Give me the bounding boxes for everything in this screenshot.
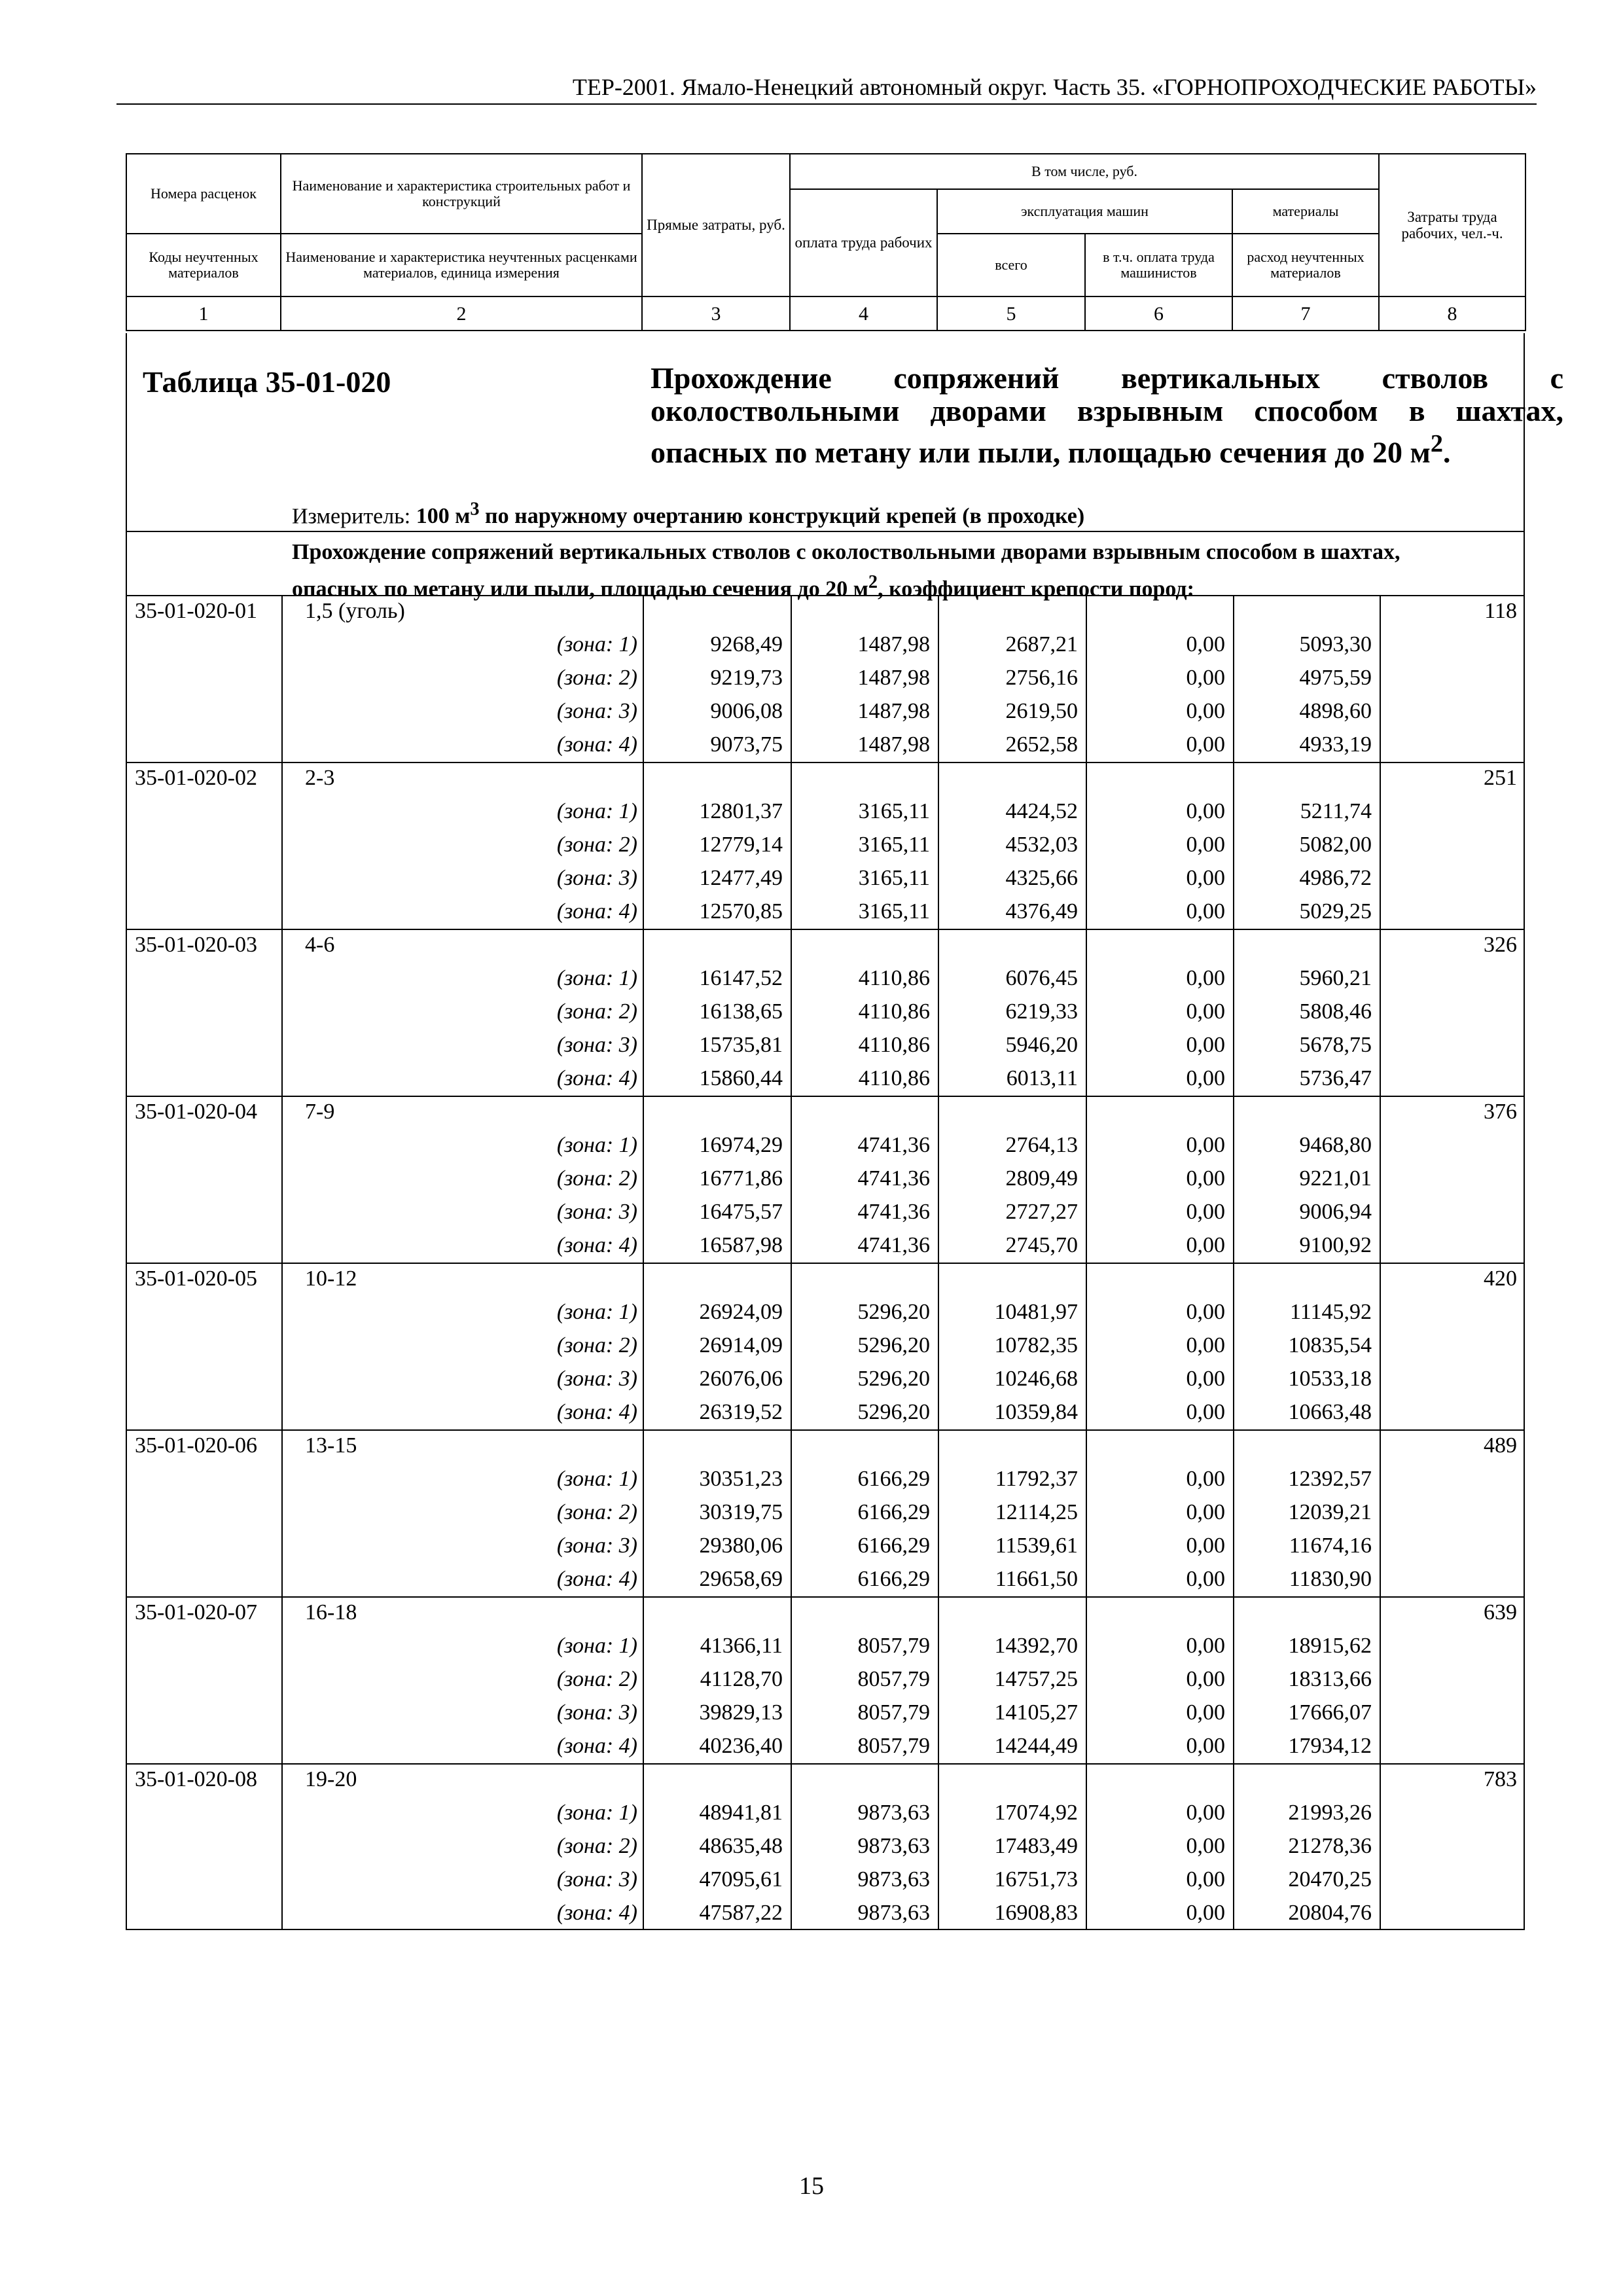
- machines-total-value: 4325,66: [1005, 866, 1078, 890]
- direct-cost-value: 12477,49: [699, 866, 783, 890]
- materials-value: 4933,19: [1299, 732, 1372, 757]
- zone-label: (зона: 2): [556, 1667, 637, 1691]
- machines-labor-value: 0,00: [1186, 1467, 1225, 1491]
- col-number: 8: [1379, 296, 1525, 331]
- col-number: 1: [126, 296, 281, 331]
- header-names-top: Наименование и характеристика строительных работ и конструкций: [281, 154, 642, 234]
- machines-total-value: 4532,03: [1005, 833, 1078, 857]
- machines-total-value: 10359,84: [994, 1400, 1078, 1424]
- zone-label: (зона: 4): [556, 1233, 637, 1257]
- machines-total-value: 4376,49: [1005, 899, 1078, 924]
- machines-total-value: 5946,20: [1005, 1033, 1078, 1057]
- header-machines-total: всего: [937, 234, 1085, 296]
- machines-labor-value: 0,00: [1186, 833, 1225, 857]
- materials-value: 21278,36: [1288, 1834, 1372, 1858]
- labor-pay-value: 6166,29: [857, 1467, 930, 1491]
- section-title: Прохождение сопряжений вертикальных стволов с околоствольными дворами взрывным способом в шахтах, опасных по метану или пыли, площадью сечения до 20 $м^2$, коэффициент крепости пород:: [292, 540, 1400, 601]
- machines-labor-value: 0,00: [1186, 799, 1225, 823]
- direct-cost-value: 16147,52: [699, 966, 783, 990]
- machines-total-value: 16751,73: [994, 1867, 1078, 1892]
- labor-pay-value: 3165,11: [858, 899, 930, 924]
- machines-labor-value: 0,00: [1186, 632, 1225, 656]
- materials-value: 9100,92: [1299, 1233, 1372, 1257]
- page-number: 15: [799, 2172, 824, 2200]
- machines-total-value: 2652,58: [1005, 732, 1078, 757]
- zone-label: (зона: 1): [556, 632, 637, 656]
- materials-value: 11674,16: [1289, 1534, 1372, 1558]
- zone-label: (зона: 1): [556, 1801, 637, 1825]
- group-divider: [127, 929, 1524, 930]
- labor-pay-value: 3165,11: [858, 833, 930, 857]
- header-including: В том числе, руб.: [790, 154, 1379, 189]
- rate-code: 35-01-020-01: [135, 599, 257, 623]
- zone-label: (зона: 3): [556, 1700, 637, 1725]
- labor-cost-value: 376: [1484, 1100, 1517, 1124]
- labor-pay-value: 4741,36: [857, 1166, 930, 1191]
- zone-label: (зона: 3): [556, 866, 637, 890]
- machines-total-value: 14244,49: [994, 1734, 1078, 1758]
- machines-labor-value: 0,00: [1186, 1333, 1225, 1357]
- machines-labor-value: 0,00: [1186, 1667, 1225, 1691]
- labor-cost-value: 783: [1484, 1767, 1517, 1791]
- machines-total-value: 11539,61: [995, 1534, 1078, 1558]
- direct-cost-value: 30319,75: [699, 1500, 783, 1524]
- direct-cost-value: 30351,23: [699, 1467, 783, 1491]
- machines-total-value: 17483,49: [994, 1834, 1078, 1858]
- materials-value: 17934,12: [1288, 1734, 1372, 1758]
- materials-value: 5093,30: [1299, 632, 1372, 656]
- materials-value: 20804,76: [1288, 1901, 1372, 1925]
- labor-cost-value: 118: [1484, 599, 1517, 623]
- zone-label: (зона: 3): [556, 1033, 637, 1057]
- group-divider: [127, 762, 1524, 763]
- labor-pay-value: 9873,63: [857, 1901, 930, 1925]
- labor-pay-value: 3165,11: [858, 866, 930, 890]
- labor-pay-value: 4741,36: [857, 1133, 930, 1157]
- zone-label: (зона: 3): [556, 1367, 637, 1391]
- materials-value: 5029,25: [1299, 899, 1372, 924]
- materials-value: 18915,62: [1288, 1634, 1372, 1658]
- machines-labor-value: 0,00: [1186, 1567, 1225, 1591]
- zone-label: (зона: 2): [556, 1834, 637, 1858]
- direct-cost-value: 48635,48: [699, 1834, 783, 1858]
- labor-pay-value: 4741,36: [857, 1200, 930, 1224]
- direct-cost-value: 26319,52: [699, 1400, 783, 1424]
- machines-total-value: 10782,35: [994, 1333, 1078, 1357]
- zone-label: (зона: 4): [556, 1567, 637, 1591]
- header-rule: [116, 103, 1537, 105]
- labor-cost-value: 251: [1484, 766, 1517, 790]
- machines-labor-value: 0,00: [1186, 1801, 1225, 1825]
- direct-cost-value: 26914,09: [699, 1333, 783, 1357]
- materials-value: 4975,59: [1299, 666, 1372, 690]
- direct-cost-value: 26924,09: [699, 1300, 783, 1324]
- labor-pay-value: 1487,98: [857, 632, 930, 656]
- direct-cost-value: 15860,44: [699, 1066, 783, 1090]
- machines-total-value: 14105,27: [994, 1700, 1078, 1725]
- machines-labor-value: 0,00: [1186, 1400, 1225, 1424]
- labor-pay-value: 3165,11: [858, 799, 930, 823]
- labor-cost-value: 420: [1484, 1266, 1517, 1291]
- materials-value: 10533,18: [1288, 1367, 1372, 1391]
- zone-label: (зона: 3): [556, 1867, 637, 1892]
- labor-pay-value: 9873,63: [857, 1867, 930, 1892]
- table-body: [126, 333, 1563, 1930]
- materials-value: 4898,60: [1299, 699, 1372, 723]
- direct-cost-value: 40236,40: [699, 1734, 783, 1758]
- labor-pay-value: 6166,29: [857, 1534, 930, 1558]
- header-labor-pay: оплата труда рабочих: [790, 189, 937, 296]
- header-direct-costs: Прямые затраты, руб.: [642, 154, 790, 296]
- zone-label: (зона: 4): [556, 1066, 637, 1090]
- header-machines: эксплуатация машин: [937, 189, 1232, 234]
- machines-total-value: 17074,92: [994, 1801, 1078, 1825]
- zone-label: (зона: 2): [556, 666, 637, 690]
- labor-pay-value: 4741,36: [857, 1233, 930, 1257]
- machines-total-value: 16908,83: [994, 1901, 1078, 1925]
- materials-value: 4986,72: [1299, 866, 1372, 890]
- labor-cost-value: 639: [1484, 1600, 1517, 1624]
- rock-hardness: 4-6: [305, 933, 335, 957]
- divider: [127, 531, 1524, 532]
- zone-label: (зона: 4): [556, 1734, 637, 1758]
- direct-cost-value: 16771,86: [699, 1166, 783, 1191]
- rate-code: 35-01-020-02: [135, 766, 257, 790]
- header-labor-cost: Затраты труда рабочих, чел.-ч.: [1379, 154, 1525, 296]
- rock-hardness: 19-20: [305, 1767, 357, 1791]
- zone-label: (зона: 1): [556, 1133, 637, 1157]
- machines-labor-value: 0,00: [1186, 1133, 1225, 1157]
- zone-label: (зона: 4): [556, 899, 637, 924]
- materials-value: 5211,74: [1300, 799, 1372, 823]
- zone-label: (зона: 1): [556, 1634, 637, 1658]
- machines-labor-value: 0,00: [1186, 666, 1225, 690]
- rock-hardness: 2-3: [305, 766, 335, 790]
- machines-labor-value: 0,00: [1186, 1734, 1225, 1758]
- machines-total-value: 2727,27: [1005, 1200, 1078, 1224]
- direct-cost-value: 9073,75: [710, 732, 783, 757]
- labor-pay-value: 9873,63: [857, 1801, 930, 1825]
- zone-label: (зона: 1): [556, 1300, 637, 1324]
- labor-pay-value: 8057,79: [857, 1700, 930, 1725]
- zone-label: (зона: 4): [556, 732, 637, 757]
- direct-cost-value: 9006,08: [710, 699, 783, 723]
- materials-value: 17666,07: [1288, 1700, 1372, 1725]
- direct-cost-value: 16475,57: [699, 1200, 783, 1224]
- col-number: 5: [937, 296, 1085, 331]
- machines-labor-value: 0,00: [1186, 1033, 1225, 1057]
- col-number: 6: [1085, 296, 1232, 331]
- materials-value: 5960,21: [1299, 966, 1372, 990]
- machines-total-value: 2764,13: [1005, 1133, 1078, 1157]
- machines-labor-value: 0,00: [1186, 899, 1225, 924]
- direct-cost-value: 16587,98: [699, 1233, 783, 1257]
- materials-value: 5082,00: [1299, 833, 1372, 857]
- labor-pay-value: 1487,98: [857, 699, 930, 723]
- materials-value: 5678,75: [1299, 1033, 1372, 1057]
- labor-pay-value: 6166,29: [857, 1567, 930, 1591]
- rate-code: 35-01-020-07: [135, 1600, 257, 1624]
- col-number: 2: [281, 296, 642, 331]
- labor-pay-value: 5296,20: [857, 1400, 930, 1424]
- direct-cost-value: 47587,22: [699, 1901, 783, 1925]
- zone-label: (зона: 1): [556, 1467, 637, 1491]
- labor-pay-value: 4110,86: [858, 999, 930, 1024]
- zone-label: (зона: 1): [556, 966, 637, 990]
- rate-code: 35-01-020-03: [135, 933, 257, 957]
- machines-total-value: 11792,37: [995, 1467, 1078, 1491]
- rock-hardness: 16-18: [305, 1600, 357, 1624]
- machines-labor-value: 0,00: [1186, 1300, 1225, 1324]
- zone-label: (зона: 2): [556, 1166, 637, 1191]
- labor-pay-value: 1487,98: [857, 666, 930, 690]
- machines-total-value: 4424,52: [1005, 799, 1078, 823]
- materials-value: 11145,92: [1290, 1300, 1372, 1324]
- labor-pay-value: 4110,86: [858, 1033, 930, 1057]
- direct-cost-value: 9268,49: [710, 632, 783, 656]
- materials-value: 5808,46: [1299, 999, 1372, 1024]
- rock-hardness: 7-9: [305, 1100, 335, 1124]
- labor-pay-value: 8057,79: [857, 1667, 930, 1691]
- header-machines-labor: в т.ч. оплата труда машинистов: [1085, 234, 1232, 296]
- rock-hardness: 1,5 (уголь): [305, 599, 405, 623]
- machines-total-value: 2687,21: [1005, 632, 1078, 656]
- header-codes-top: Номера расценок: [126, 154, 281, 234]
- direct-cost-value: 26076,06: [699, 1367, 783, 1391]
- machines-labor-value: 0,00: [1186, 699, 1225, 723]
- labor-pay-value: 5296,20: [857, 1300, 930, 1324]
- direct-cost-value: 12570,85: [699, 899, 783, 924]
- machines-labor-value: 0,00: [1186, 1534, 1225, 1558]
- labor-pay-value: 1487,98: [857, 732, 930, 757]
- header-materials-unaccounted: расход неучтенных материалов: [1232, 234, 1379, 296]
- col-number: 3: [642, 296, 790, 331]
- machines-total-value: 2619,50: [1005, 699, 1078, 723]
- machines-labor-value: 0,00: [1186, 1233, 1225, 1257]
- machines-labor-value: 0,00: [1186, 866, 1225, 890]
- materials-value: 10663,48: [1288, 1400, 1372, 1424]
- direct-cost-value: 48941,81: [699, 1801, 783, 1825]
- direct-cost-value: 39829,13: [699, 1700, 783, 1725]
- labor-pay-value: 5296,20: [857, 1367, 930, 1391]
- machines-labor-value: 0,00: [1186, 1901, 1225, 1925]
- machines-labor-value: 0,00: [1186, 1200, 1225, 1224]
- direct-cost-value: 16974,29: [699, 1133, 783, 1157]
- machines-labor-value: 0,00: [1186, 999, 1225, 1024]
- machines-total-value: 10481,97: [994, 1300, 1078, 1324]
- col-number: 7: [1232, 296, 1379, 331]
- labor-pay-value: 4110,86: [858, 1066, 930, 1090]
- machines-total-value: 14392,70: [994, 1634, 1078, 1658]
- rate-code: 35-01-020-06: [135, 1433, 257, 1458]
- zone-label: (зона: 3): [556, 1200, 637, 1224]
- direct-cost-value: 47095,61: [699, 1867, 783, 1892]
- machines-labor-value: 0,00: [1186, 1166, 1225, 1191]
- direct-cost-value: 29658,69: [699, 1567, 783, 1591]
- materials-value: 9006,94: [1299, 1200, 1372, 1224]
- machines-total-value: 6219,33: [1005, 999, 1078, 1024]
- zone-label: (зона: 4): [556, 1400, 637, 1424]
- machines-total-value: 2756,16: [1005, 666, 1078, 690]
- zone-label: (зона: 2): [556, 1333, 637, 1357]
- labor-cost-value: 326: [1484, 933, 1517, 957]
- machines-total-value: 6013,11: [1006, 1066, 1078, 1090]
- materials-value: 12039,21: [1288, 1500, 1372, 1524]
- machines-total-value: 6076,45: [1005, 966, 1078, 990]
- header-codes-bottom: Коды неучтенных материалов: [126, 234, 281, 296]
- rate-code: 35-01-020-08: [135, 1767, 257, 1791]
- labor-pay-value: 8057,79: [857, 1734, 930, 1758]
- zone-label: (зона: 2): [556, 1500, 637, 1524]
- zone-label: (зона: 2): [556, 999, 637, 1024]
- zone-label: (зона: 4): [556, 1901, 637, 1925]
- materials-value: 9221,01: [1299, 1166, 1372, 1191]
- materials-value: 20470,25: [1288, 1867, 1372, 1892]
- table-number: Таблица 35-01-020: [143, 365, 391, 399]
- col-number: 4: [790, 296, 937, 331]
- materials-value: 18313,66: [1288, 1667, 1372, 1691]
- zone-label: (зона: 3): [556, 1534, 637, 1558]
- direct-cost-value: 29380,06: [699, 1534, 783, 1558]
- rate-code: 35-01-020-05: [135, 1266, 257, 1291]
- machines-labor-value: 0,00: [1186, 732, 1225, 757]
- materials-value: 11830,90: [1289, 1567, 1372, 1591]
- measure-unit: Измеритель: 100 $м^3$ по наружному очертанию конструкций крепей (в проходке): [292, 499, 1085, 529]
- header-materials: материалы: [1232, 189, 1379, 234]
- materials-value: 10835,54: [1288, 1333, 1372, 1357]
- group-divider: [127, 1096, 1524, 1097]
- labor-pay-value: 6166,29: [857, 1500, 930, 1524]
- machines-labor-value: 0,00: [1186, 1867, 1225, 1892]
- materials-value: 12392,57: [1288, 1467, 1372, 1491]
- materials-value: 9468,80: [1299, 1133, 1372, 1157]
- labor-pay-value: 8057,79: [857, 1634, 930, 1658]
- machines-labor-value: 0,00: [1186, 1700, 1225, 1725]
- direct-cost-value: 41366,11: [700, 1634, 783, 1658]
- direct-cost-value: 41128,70: [700, 1667, 783, 1691]
- header-names-bottom: Наименование и характеристика неучтенных расценками материалов, единица измерения: [281, 234, 642, 296]
- machines-total-value: 2809,49: [1005, 1166, 1078, 1191]
- machines-labor-value: 0,00: [1186, 1500, 1225, 1524]
- rock-hardness: 13-15: [305, 1433, 357, 1458]
- machines-total-value: 2745,70: [1005, 1233, 1078, 1257]
- machines-total-value: 14757,25: [994, 1667, 1078, 1691]
- labor-pay-value: 5296,20: [857, 1333, 930, 1357]
- labor-pay-value: 4110,86: [858, 966, 930, 990]
- machines-total-value: 11661,50: [995, 1567, 1078, 1591]
- machines-total-value: 12114,25: [995, 1500, 1078, 1524]
- materials-value: 5736,47: [1299, 1066, 1372, 1090]
- column-header-table: [126, 153, 1526, 331]
- rate-code: 35-01-020-04: [135, 1100, 257, 1124]
- labor-cost-value: 489: [1484, 1433, 1517, 1458]
- machines-labor-value: 0,00: [1186, 1834, 1225, 1858]
- direct-cost-value: 16138,65: [699, 999, 783, 1024]
- machines-total-value: 10246,68: [994, 1367, 1078, 1391]
- direct-cost-value: 12801,37: [699, 799, 783, 823]
- machines-labor-value: 0,00: [1186, 1367, 1225, 1391]
- direct-cost-value: 15735,81: [699, 1033, 783, 1057]
- zone-label: (зона: 2): [556, 833, 637, 857]
- rock-hardness: 10-12: [305, 1266, 357, 1291]
- materials-value: 21993,26: [1288, 1801, 1372, 1825]
- direct-cost-value: 9219,73: [710, 666, 783, 690]
- direct-cost-value: 12779,14: [699, 833, 783, 857]
- zone-label: (зона: 1): [556, 799, 637, 823]
- table-title: Прохождение сопряжений вертикальных стволов с околоствольными дворами взрывным способом в шахтах, опасных по метану или пыли, площадью сечения до 20 $м^2$.: [651, 361, 1563, 469]
- machines-labor-value: 0,00: [1186, 1066, 1225, 1090]
- zone-label: (зона: 3): [556, 699, 637, 723]
- machines-labor-value: 0,00: [1186, 1634, 1225, 1658]
- labor-pay-value: 9873,63: [857, 1834, 930, 1858]
- machines-labor-value: 0,00: [1186, 966, 1225, 990]
- running-header: ТЕР-2001. Ямало-Ненецкий автономный округ. Часть 35. «ГОРНОПРОХОДЧЕСКИЕ РАБОТЫ»: [572, 74, 1537, 100]
